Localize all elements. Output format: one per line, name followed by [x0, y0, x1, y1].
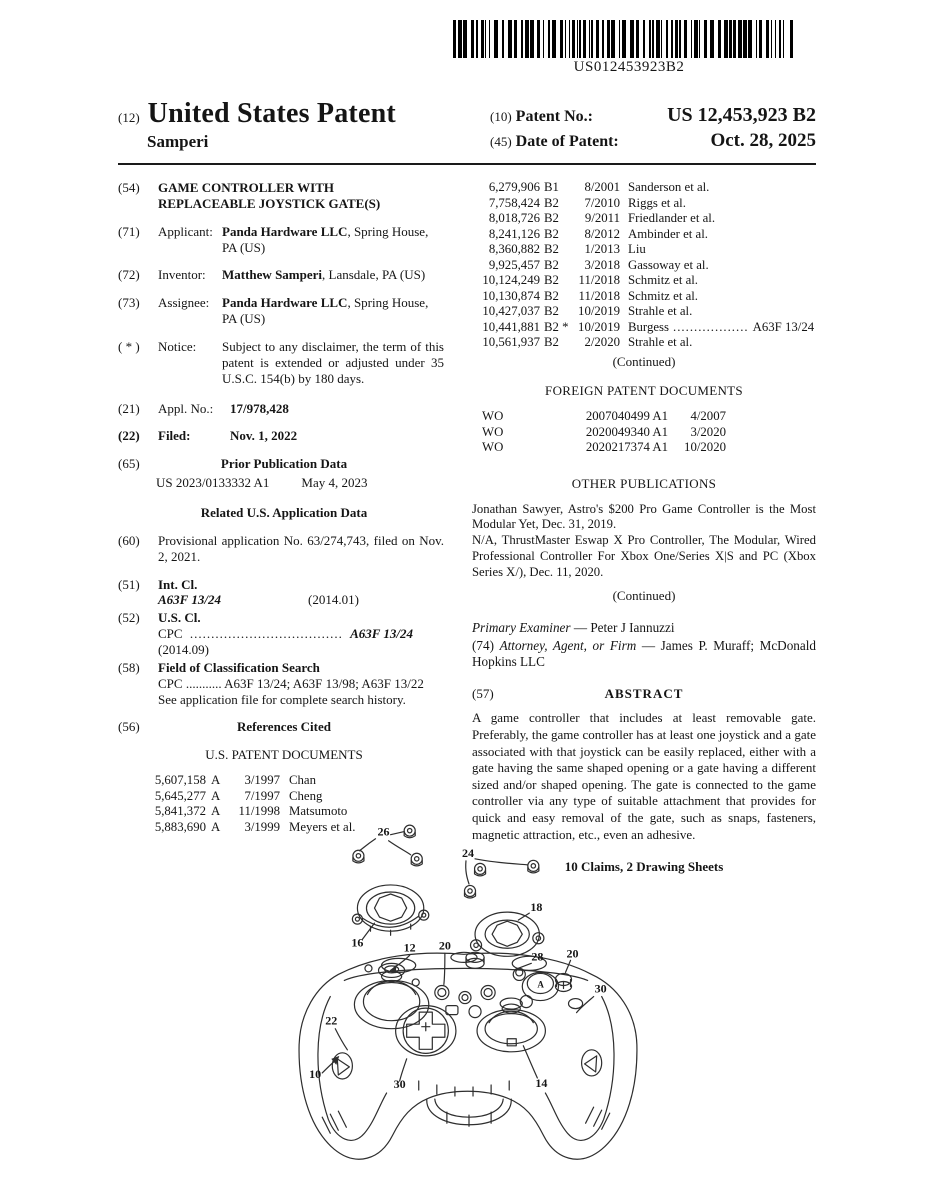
figure-label: 22	[325, 1013, 338, 1028]
header-divider	[118, 163, 816, 165]
figure-label: 26	[377, 824, 390, 839]
document-header	[118, 98, 816, 155]
publication-item: N/A, ThrustMaster Eswap X Pro Controller, The Modular, Wired Professional Controller For Xbox One/Series X|S and PC (Xbox Series X/), Dec. 11, 2020.	[472, 533, 816, 579]
table-row: WO 2007040499 A1 4/2007	[482, 409, 726, 424]
patent-number: US 12,453,923 B2	[667, 104, 816, 126]
table-row: 10,441,881 B2 * 10/2019 Burgess .................. A63F 13/24	[482, 319, 815, 334]
figure-label: 20	[566, 946, 579, 961]
prior-publication-heading: Prior Publication Data	[220, 456, 348, 472]
barcode-bars-icon	[453, 20, 805, 58]
barcode-text: US012453923B2	[573, 59, 685, 75]
field-notice: ( * ) Notice: Subject to any disclaimer, the term of this patent is extended or adjusted under 35 U.S.C. 154(b) by 180 days.	[118, 339, 444, 386]
screw-icon	[528, 860, 539, 873]
other-pubs-heading: OTHER PUBLICATIONS	[571, 475, 717, 491]
figure-label: 10	[309, 1066, 322, 1081]
field-51-int-cl: (51) Int. Cl. A63F 13/24 (2014.01)	[118, 576, 359, 608]
table-row: 8,360,882 B2 1/2013 Liu	[488, 242, 646, 256]
right-column	[472, 180, 816, 875]
center-buttons	[435, 985, 495, 1017]
abstract-text: A game controller that includes at least removable gate. Preferably, the game controller has at least one joystick and a gate associated with that joystick can be easily replaced, either with a gate having the same shaped opening or a gate having a different sized and/or shaped opening. The gate is connected to the game controller via any type of suitable attachment that provides for quick and easy removal of the gate, such as snaps, fasteners, magnetic attraction, etc., even an adhesive.	[472, 710, 816, 842]
patent-date-label: (45) Date of Patent:	[490, 133, 619, 150]
screw-icon	[475, 863, 486, 876]
references-cited-heading: References Cited	[237, 719, 331, 735]
field-52-us-cl: (52) U.S. Cl. CPC .................................... A63F 13/24 (2014.09)	[118, 610, 414, 658]
figure-label: 24	[461, 845, 475, 860]
left-column	[118, 180, 450, 875]
screw-icon	[353, 850, 364, 863]
figure-label: 20	[438, 938, 451, 953]
table-row: 10,124,249 B2 11/2018 Schmitz et al.	[482, 273, 699, 287]
table-row: 8,241,126 B2 8/2012 Ambinder et al.	[488, 226, 708, 241]
abstract-heading: ABSTRACT	[604, 686, 684, 702]
claims-line: 10 Claims, 2 Drawing Sheets	[564, 859, 724, 875]
prior-publication-entry: US 2023/0133332 A1 May 4, 2023	[156, 475, 368, 491]
controller-body	[299, 952, 637, 1159]
field-number-12: (12)	[118, 110, 140, 125]
button-letter: A	[537, 979, 544, 990]
attorney-line: (74) Attorney, Agent, or Firm — James P. Muraff; McDonald Hopkins LLC	[472, 638, 816, 670]
figure-label: 14	[535, 1076, 548, 1091]
field-54-title: (54) GAME CONTROLLER WITH REPLACEABLE JOYSTICK GATE(S)	[118, 180, 450, 212]
button-cluster	[513, 968, 582, 1008]
patent-no-label: (10) Patent No.:	[490, 108, 593, 125]
table-row: 5,883,690 A 3/1999 Meyers et al.	[154, 819, 356, 834]
table-row: 8,018,726 B2 9/2011 Friedlander et al.	[488, 211, 716, 225]
screw-icon	[404, 825, 415, 838]
figure-label: 30	[393, 1077, 406, 1092]
related-app-heading: Related U.S. Application Data	[200, 505, 368, 521]
table-row: 10,561,937 B2 2/2020 Strahle et al.	[482, 335, 693, 349]
field-60-provisional: (60) Provisional application No. 63/274,743, filed on Nov. 2, 2021.	[118, 532, 444, 564]
field-21-appl-no: (21) Appl. No.: 17/978,428	[118, 400, 289, 416]
continued-note: (Continued)	[612, 353, 676, 369]
field-73-assignee: (73) Assignee: Panda Hardware LLC, Spring House, PA (US)	[118, 295, 429, 327]
table-row: 10,130,874 B2 11/2018 Schmitz et al.	[482, 288, 699, 303]
foreign-docs-table	[482, 409, 816, 456]
other-pubs-list	[472, 502, 816, 581]
table-row: 10,427,037 B2 10/2019 Strahle et al.	[482, 304, 693, 318]
figure-label: 18	[530, 900, 543, 915]
field-58-field-search: (58) Field of Classification Search CPC ........... A63F 13/24; A63F 13/98; A63F 13/22 See application file for complete search history.	[118, 659, 424, 707]
table-row: 7,758,424 B2 7/2010 Riggs et al.	[488, 195, 686, 210]
table-row: 5,841,372 A 11/1998 Matsumoto	[154, 804, 348, 819]
foreign-docs-heading: FOREIGN PATENT DOCUMENTS	[545, 383, 743, 399]
screw-icon	[464, 885, 475, 898]
right-joystick	[477, 998, 545, 1052]
table-row: 9,925,457 B2 3/2018 Gassoway et al.	[488, 257, 709, 272]
abstract-heading-row: (57) ABSTRACT	[472, 686, 816, 702]
figure-label: 30	[594, 981, 607, 996]
figure-label: 16	[351, 935, 364, 950]
continued-note: (Continued)	[612, 588, 676, 604]
screw-icon	[411, 853, 422, 866]
field-72-inventor: (72) Inventor: Matthew Samperi, Lansdale, PA (US)	[118, 267, 426, 283]
field-65-prior-pub: (65) Prior Publication Data	[118, 456, 450, 472]
dpad	[396, 1006, 456, 1056]
figure-drawing	[278, 814, 660, 1164]
publication-item: Jonathan Sawyer, Astro's $200 Pro Game Controller is the Most Modular Yet, Dec. 31, 2019.	[472, 501, 816, 532]
table-row: 6,279,906 B1 8/2001 Sanderson et al.	[488, 180, 710, 194]
figure-label: 12	[403, 940, 416, 955]
us-patent-docs-heading: U.S. PATENT DOCUMENTS	[205, 747, 363, 763]
inventor-surname: Samperi	[147, 132, 209, 151]
table-row: 5,607,158 A 3/1997 Chan	[154, 773, 317, 788]
left-joystick	[354, 963, 428, 1028]
page-title: United States Patent	[147, 98, 396, 129]
controller-exploded-figure	[278, 814, 660, 1164]
field-56-references: (56) References Cited	[118, 719, 450, 735]
field-71-applicant: (71) Applicant: Panda Hardware LLC, Spring House, PA (US)	[118, 223, 429, 255]
us-references-table-right	[472, 180, 816, 351]
table-row: WO 2020049340 A1 3/2020	[482, 424, 726, 439]
barcode	[453, 20, 805, 76]
table-row: WO 2020217374 A1 10/2020	[482, 440, 726, 455]
examiner-block	[472, 620, 816, 670]
gate-ring-left	[352, 885, 428, 935]
figure-label: 28	[531, 949, 544, 964]
primary-examiner-line: Primary Examiner — Peter J Iannuzzi	[472, 620, 675, 636]
patent-date: Oct. 28, 2025	[710, 130, 816, 151]
invention-title: GAME CONTROLLER WITH REPLACEABLE JOYSTICK GATE(S)	[158, 180, 381, 211]
field-22-filed: (22) Filed: Nov. 1, 2022	[118, 428, 298, 444]
table-row: 5,645,277 A 7/1997 Cheng	[154, 788, 323, 803]
